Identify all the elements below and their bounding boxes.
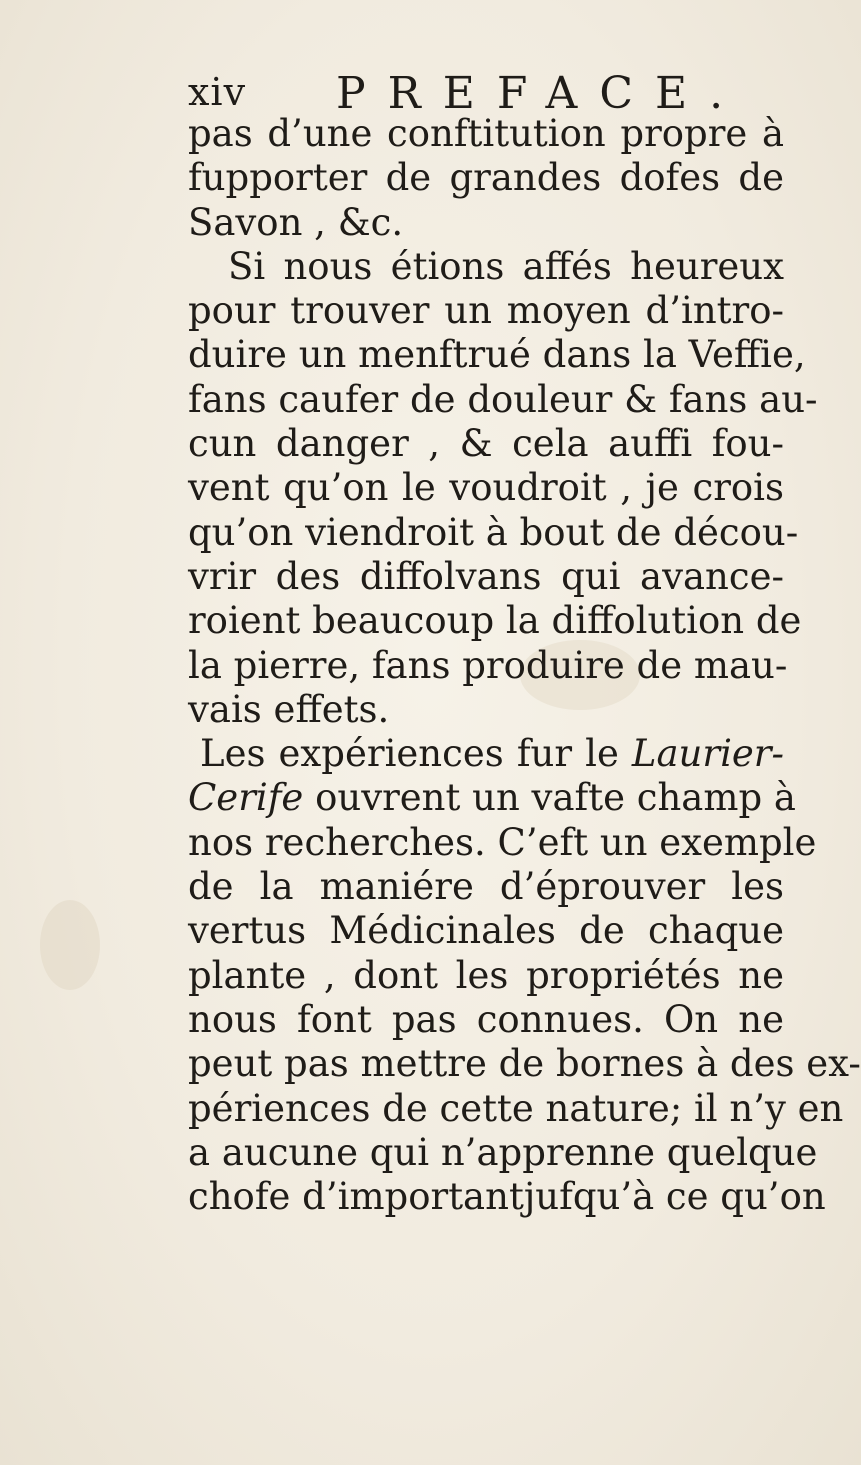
text-line: la pierre, fans produire de mau-: [188, 643, 788, 687]
text-line: fupporter de grandes dofes de: [188, 156, 784, 200]
paragraph-start-line: Les expériences fur le Laurier-: [200, 732, 784, 776]
text-line: vrir des diffolvans qui avance-: [188, 554, 784, 598]
text-line: chofe d’importantjufqu’à ce qu’on: [188, 1175, 826, 1219]
body-text: [188, 112, 861, 1219]
text-line: pour trouver un moyen d’intro-: [188, 289, 784, 333]
text-line: cun danger , & cela auffi fou-: [188, 422, 784, 466]
text-line: plante , dont les propriétés ne: [188, 953, 784, 997]
text-line: vais effets.: [188, 687, 390, 731]
paragraph-start-line: Si nous étions affés heureux: [228, 244, 784, 288]
text-line: nous font pas connues. On ne: [188, 997, 784, 1041]
paper-stain: [40, 900, 100, 990]
text-line: vertus Médicinales de chaque: [188, 909, 784, 953]
italic-term: Laurier-: [631, 732, 784, 776]
text-line: de la maniére d’éprouver les: [188, 865, 784, 909]
page-number: xiv: [188, 70, 247, 114]
text-line: roient beaucoup la diffolution de: [188, 599, 802, 643]
page-title: PREFACE.: [336, 68, 746, 119]
text-line: périences de cette nature; il n’y en: [188, 1086, 844, 1130]
text-line: fans caufer de douleur & fans au-: [188, 377, 818, 421]
text-line: peut pas mettre de bornes à des ex-: [188, 1042, 861, 1086]
text-line: pas d’une conftitution propre à: [188, 112, 784, 155]
text-line: a aucune qui n’apprenne quelque: [188, 1130, 818, 1174]
text-line: duire un menftrué dans la Veffie,: [188, 333, 806, 377]
text-line: Cerife ouvrent un vafte champ à: [188, 776, 796, 820]
text-line: Savon , &c.: [188, 200, 404, 244]
text-line: nos recherches. C’eft un exemple: [188, 820, 817, 864]
text-line: qu’on viendroit à bout de décou-: [188, 510, 799, 554]
italic-term: Cerife: [188, 776, 304, 820]
text-line: vent qu’on le voudroit , je crois: [188, 466, 784, 510]
